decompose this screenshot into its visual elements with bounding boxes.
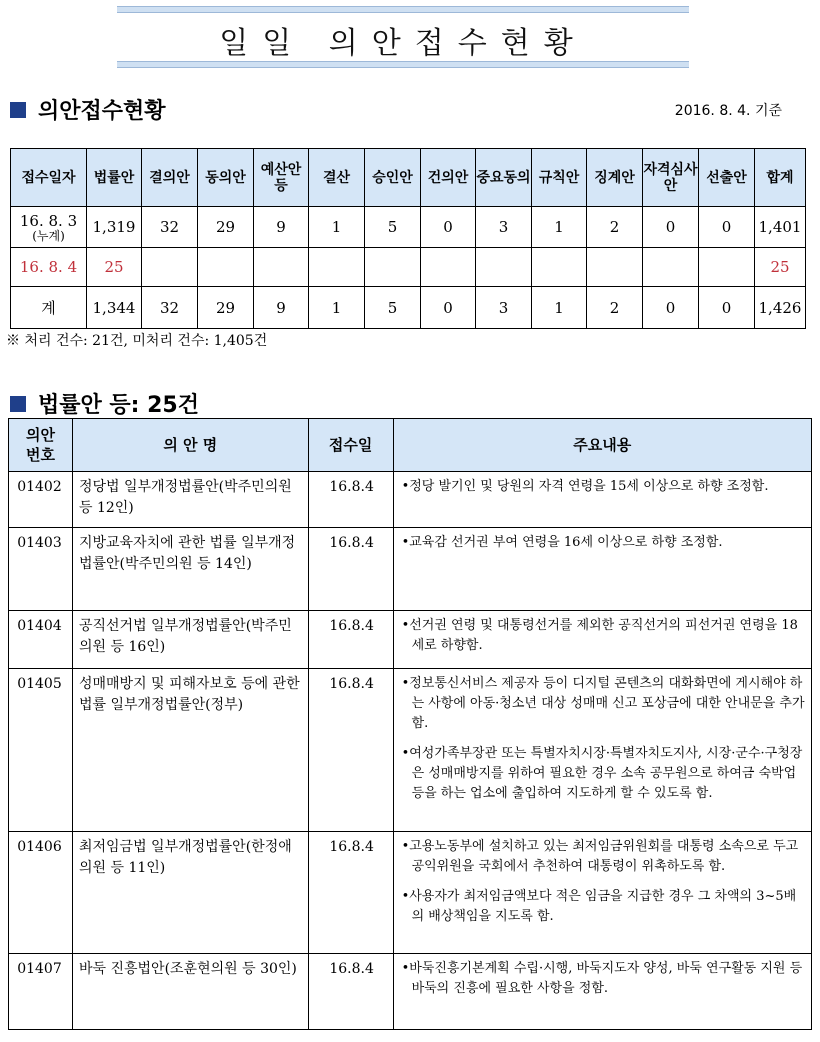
col-header: 규칙안: [532, 149, 587, 207]
table-row: [9, 669, 812, 832]
date-cell: 계: [11, 287, 87, 329]
cell: 9: [254, 287, 309, 329]
bill-date: 16.8.4: [308, 472, 393, 528]
processing-note: ※ 처리 건수: 21건, 미처리 건수: 1,405건: [6, 333, 268, 349]
bill-content: [393, 472, 811, 528]
cell: 3: [476, 287, 532, 329]
col-header: 합계: [755, 149, 806, 207]
col-header: 승인안: [365, 149, 421, 207]
date-cell: 16. 8. 4: [11, 248, 87, 287]
table-row: [11, 248, 806, 287]
bill-content: [393, 832, 811, 954]
content-point: •고용노동부에 설치하고 있는 최저임금위원회를 대통령 소속으로 두고 공익위원을 국회에서 추천하여 대통령이 위촉하도록 함.: [401, 839, 799, 874]
bill-name: 바둑 진흥법안(조훈현의원 등 30인): [72, 954, 308, 1030]
col-header: 결의안: [142, 149, 198, 207]
date-value: 16. 8. 3: [19, 212, 78, 230]
cell: 0: [421, 287, 476, 329]
cell: 1: [309, 287, 365, 329]
page-title: 일일 의안접수현황: [219, 26, 587, 61]
table-row: [9, 611, 812, 669]
header-line: 번호: [25, 446, 55, 464]
cell: [699, 248, 755, 287]
col-header: 동의안: [198, 149, 254, 207]
bill-content: [393, 611, 811, 669]
col-header-bill-no: [9, 419, 73, 472]
col-header-bill-name: 의 안 명: [72, 419, 308, 472]
cell: [365, 248, 421, 287]
col-header: 예산안등: [254, 149, 309, 207]
summary-header-row: [11, 149, 806, 207]
bills-table: [8, 418, 812, 1030]
cell: 1: [532, 207, 587, 248]
col-header: 결산: [309, 149, 365, 207]
date-sub: (누계): [32, 229, 65, 243]
date-reference: 2016. 8. 4. 기준: [674, 103, 782, 119]
bill-name: 성매매방지 및 피해자보호 등에 관한 법률 일부개정법률안(정부): [72, 669, 308, 832]
bill-no: 01404: [9, 611, 73, 669]
content-point: •여성가족부장관 또는 특별자치시장·특별자치도지사, 시장·군수·구청장은 성매매방지를 위하여 필요한 경우 소속 공무원으로 하여금 숙박업 등을 하는 업소에 출입하여 지도하게 할 수 있도록 함.: [401, 746, 803, 801]
square-bullet-icon: [10, 396, 26, 412]
content-point: •선거권 연령 및 대통령선거를 제외한 공직선거의 피선거권 연령을 18세로 하향함.: [401, 618, 798, 653]
cell: 0: [643, 207, 699, 248]
col-header: 법률안: [87, 149, 142, 207]
cell: 0: [643, 287, 699, 329]
header-line: 의안: [25, 426, 55, 444]
cell: 5: [365, 207, 421, 248]
bill-content: [393, 954, 811, 1030]
bill-date: 16.8.4: [308, 528, 393, 611]
cell: [142, 248, 198, 287]
cell: 25: [87, 248, 142, 287]
cell: 9: [254, 207, 309, 248]
bills-header-row: [9, 419, 812, 472]
bill-date: 16.8.4: [308, 611, 393, 669]
cell: [532, 248, 587, 287]
cell: 2: [587, 207, 643, 248]
cell: [198, 248, 254, 287]
content-point: •사용자가 최저임금액보다 적은 임금을 지급한 경우 그 차액의 3~5배의 배상책임을 지도록 함.: [401, 889, 797, 924]
bill-name: 공직선거법 일부개정법률안(박주민의원 등 16인): [72, 611, 308, 669]
cell: [254, 248, 309, 287]
content-point: •정보통신서비스 제공자 등이 디지털 콘텐츠의 대화화면에 게시해야 하는 사항에 아동·청소년 대상 성매매 신고 포상금에 대한 안내문을 추가함.: [401, 676, 805, 731]
cell: 0: [699, 207, 755, 248]
bill-content: [393, 528, 811, 611]
bill-no: 01405: [9, 669, 73, 832]
cell: [587, 248, 643, 287]
bill-date: 16.8.4: [308, 954, 393, 1030]
table-row: [11, 287, 806, 329]
cell: 32: [142, 287, 198, 329]
square-bullet-icon: [10, 102, 26, 118]
bill-name: 정당법 일부개정법률안(박주민의원 등 12인): [72, 472, 308, 528]
cell: 2: [587, 287, 643, 329]
bill-content: [393, 669, 811, 832]
table-row: [9, 528, 812, 611]
bill-date: 16.8.4: [308, 832, 393, 954]
col-header: 중요동의: [476, 149, 532, 207]
bills-heading-text: 법률안 등: 25건: [38, 393, 199, 418]
col-header: 선출안: [699, 149, 755, 207]
cell: 1,401: [755, 207, 806, 248]
cell: 1,344: [87, 287, 142, 329]
cell: 3: [476, 207, 532, 248]
cell: 1: [532, 287, 587, 329]
cell: 32: [142, 207, 198, 248]
col-header: 징계안: [587, 149, 643, 207]
title-top-rule: [117, 6, 689, 13]
col-header-received: 접수일: [308, 419, 393, 472]
col-header: 자격심사안: [643, 149, 699, 207]
bill-name: 최저임금법 일부개정법률안(한정애의원 등 11인): [72, 832, 308, 954]
cell: 1,426: [755, 287, 806, 329]
content-point: •바둑진흥기본계획 수립·시행, 바둑지도자 양성, 바둑 연구활동 지원 등 바둑의 진흥에 필요한 사항을 정함.: [401, 961, 803, 996]
cell: 29: [198, 207, 254, 248]
cell: 29: [198, 287, 254, 329]
cell: 5: [365, 287, 421, 329]
cell: 1,319: [87, 207, 142, 248]
col-header-content: 주요내용: [393, 419, 811, 472]
bill-no: 01402: [9, 472, 73, 528]
summary-table: [10, 148, 806, 329]
bill-no: 01406: [9, 832, 73, 954]
content-point: •교육감 선거권 부여 연령을 16세 이상으로 하향 조정함.: [401, 535, 723, 550]
cell: 0: [699, 287, 755, 329]
col-header: 건의안: [421, 149, 476, 207]
cell: 0: [421, 207, 476, 248]
cell: [421, 248, 476, 287]
summary-heading-text: 의안접수현황: [38, 99, 166, 124]
page-title-box: [117, 6, 689, 68]
content-point: •정당 발기인 및 당원의 자격 연령을 15세 이상으로 하향 조정함.: [401, 479, 769, 494]
date-cell: [11, 207, 87, 248]
bill-date: 16.8.4: [308, 669, 393, 832]
cell: [643, 248, 699, 287]
table-row: [9, 472, 812, 528]
bill-no: 01403: [9, 528, 73, 611]
cell: 25: [755, 248, 806, 287]
table-row: [9, 832, 812, 954]
table-row: [11, 207, 806, 248]
title-bottom-rule: [117, 61, 689, 68]
summary-section-heading: [10, 94, 166, 125]
cell: [309, 248, 365, 287]
bill-no: 01407: [9, 954, 73, 1030]
cell: 1: [309, 207, 365, 248]
bills-section-heading: [10, 388, 199, 419]
bill-name: 지방교육자치에 관한 법률 일부개정법률안(박주민의원 등 14인): [72, 528, 308, 611]
table-row: [9, 954, 812, 1030]
cell: [476, 248, 532, 287]
col-header: 접수일자: [11, 149, 87, 207]
